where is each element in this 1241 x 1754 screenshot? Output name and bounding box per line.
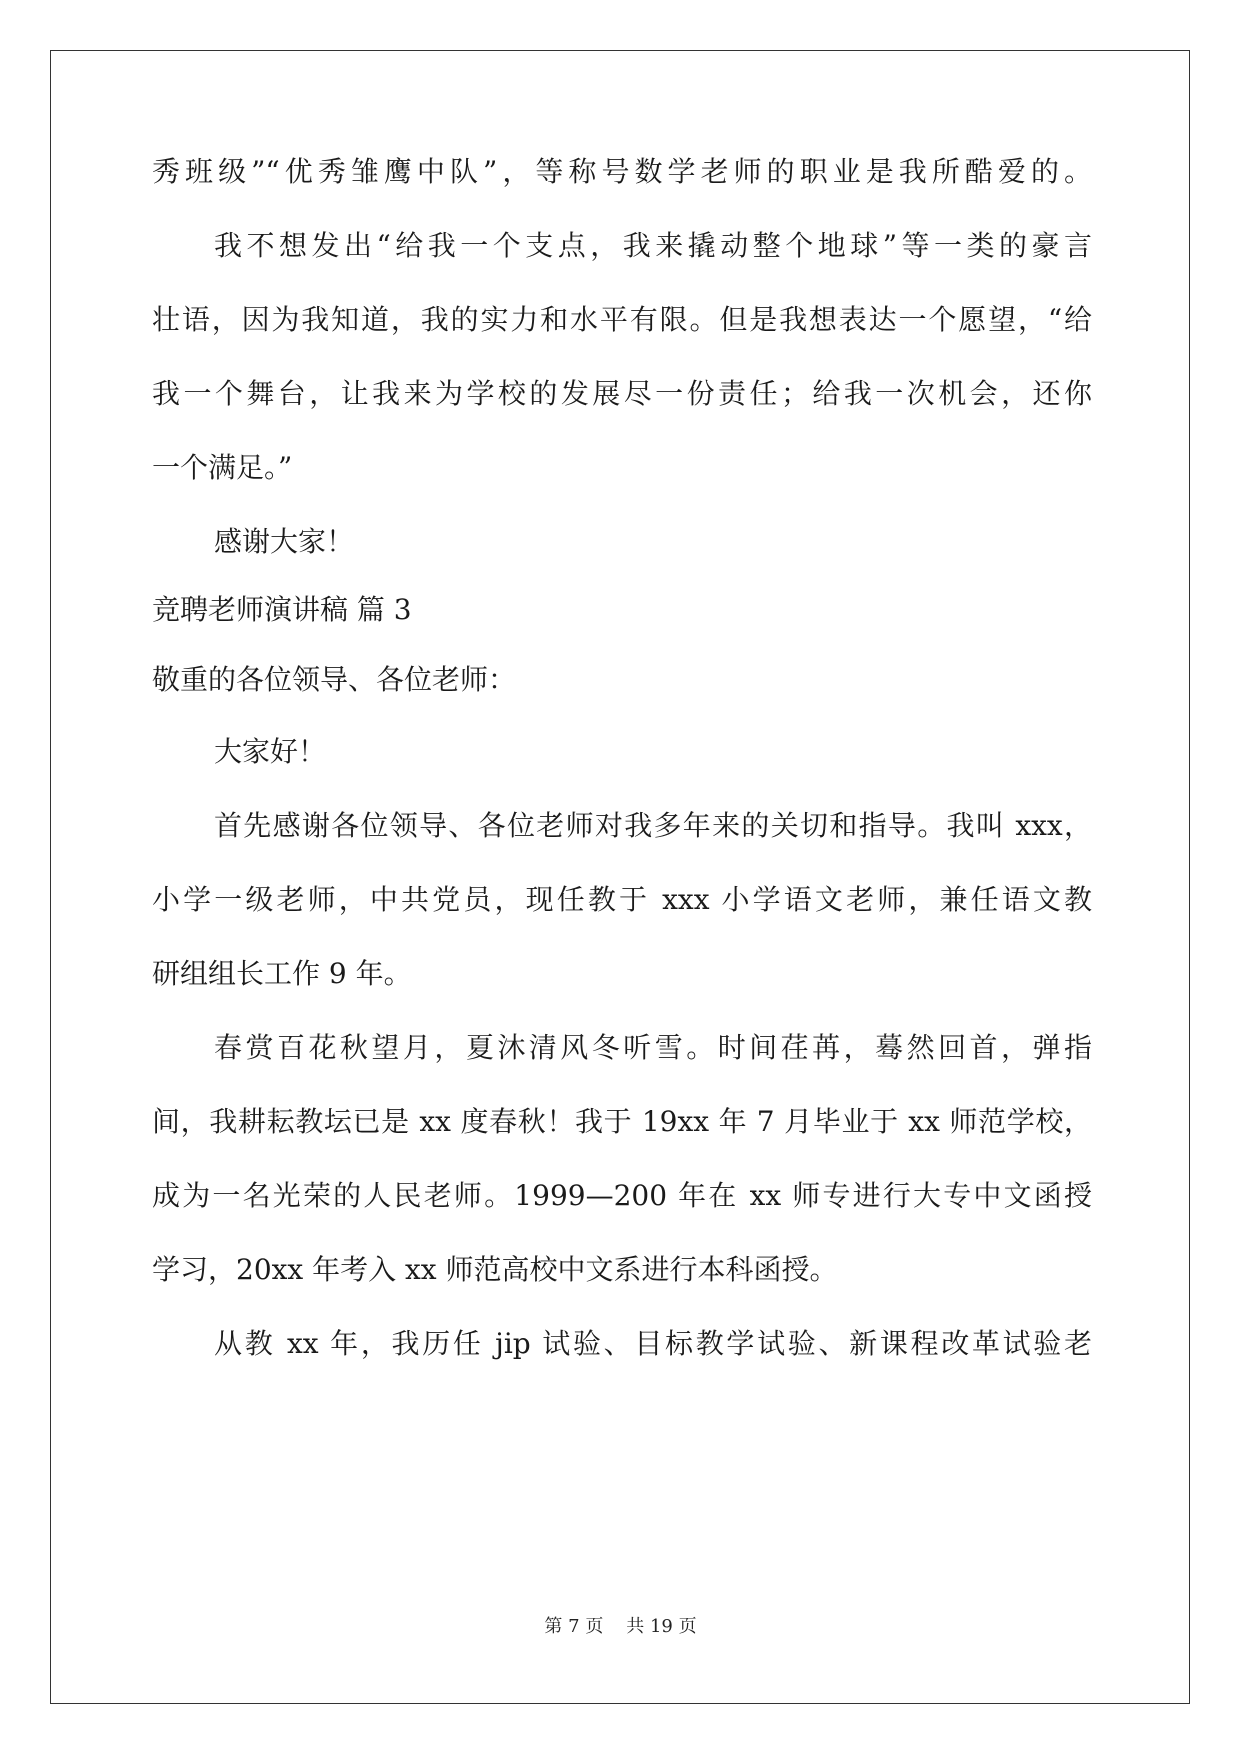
- paragraph-line: 学习，20xx 年考入 xx 师范高校中文系进行本科函授。: [152, 1253, 838, 1286]
- closing-line: 感谢大家！: [214, 525, 355, 558]
- salutation: 敬重的各位领导、各位老师：: [152, 663, 517, 696]
- paragraph-line: 研组组长工作 9 年。: [152, 957, 412, 990]
- paragraph-line: 我一个舞台，让我来为学校的发展尽一份责任；给我一次机会，还你: [152, 377, 1092, 410]
- page-border: [50, 50, 1190, 1704]
- page-number: 第 7 页: [544, 1616, 604, 1637]
- paragraph-line: 秀班级”“优秀雏鹰中队”，等称号数学老师的职业是我所酷爱的。: [152, 155, 1092, 188]
- paragraph-line: 成为一名光荣的人民老师。1999—200 年在 xx 师专进行大专中文函授: [152, 1179, 1092, 1212]
- paragraph-line: 间，我耕耘教坛已是 xx 度春秋！我于 19xx 年 7 月毕业于 xx 师范学校，: [152, 1105, 1092, 1138]
- paragraph-line: 春赏百花秋望月，夏沐清风冬听雪。时间荏苒，蓦然回首，弹指: [214, 1031, 1092, 1064]
- paragraph-line: 首先感谢各位领导、各位老师对我多年来的关切和指导。我叫 xxx，: [214, 809, 1092, 842]
- page-total: 共 19 页: [626, 1616, 697, 1637]
- paragraph-line: 一个满足。”: [152, 451, 293, 484]
- greeting: 大家好！: [214, 735, 327, 768]
- paragraph-line: 壮语，因为我知道，我的实力和水平有限。但是我想表达一个愿望，“给: [152, 303, 1092, 336]
- paragraph-line: 我不想发出“给我一个支点，我来撬动整个地球”等一类的豪言: [214, 229, 1092, 262]
- paragraph-line: 小学一级老师，中共党员，现任教于 xxx 小学语文老师，兼任语文教: [152, 883, 1092, 916]
- section-heading: 竞聘老师演讲稿 篇 3: [152, 593, 412, 626]
- paragraph-line: 从教 xx 年，我历任 jip 试验、目标教学试验、新课程改革试验老: [214, 1327, 1092, 1360]
- page-footer: [0, 1615, 1241, 1639]
